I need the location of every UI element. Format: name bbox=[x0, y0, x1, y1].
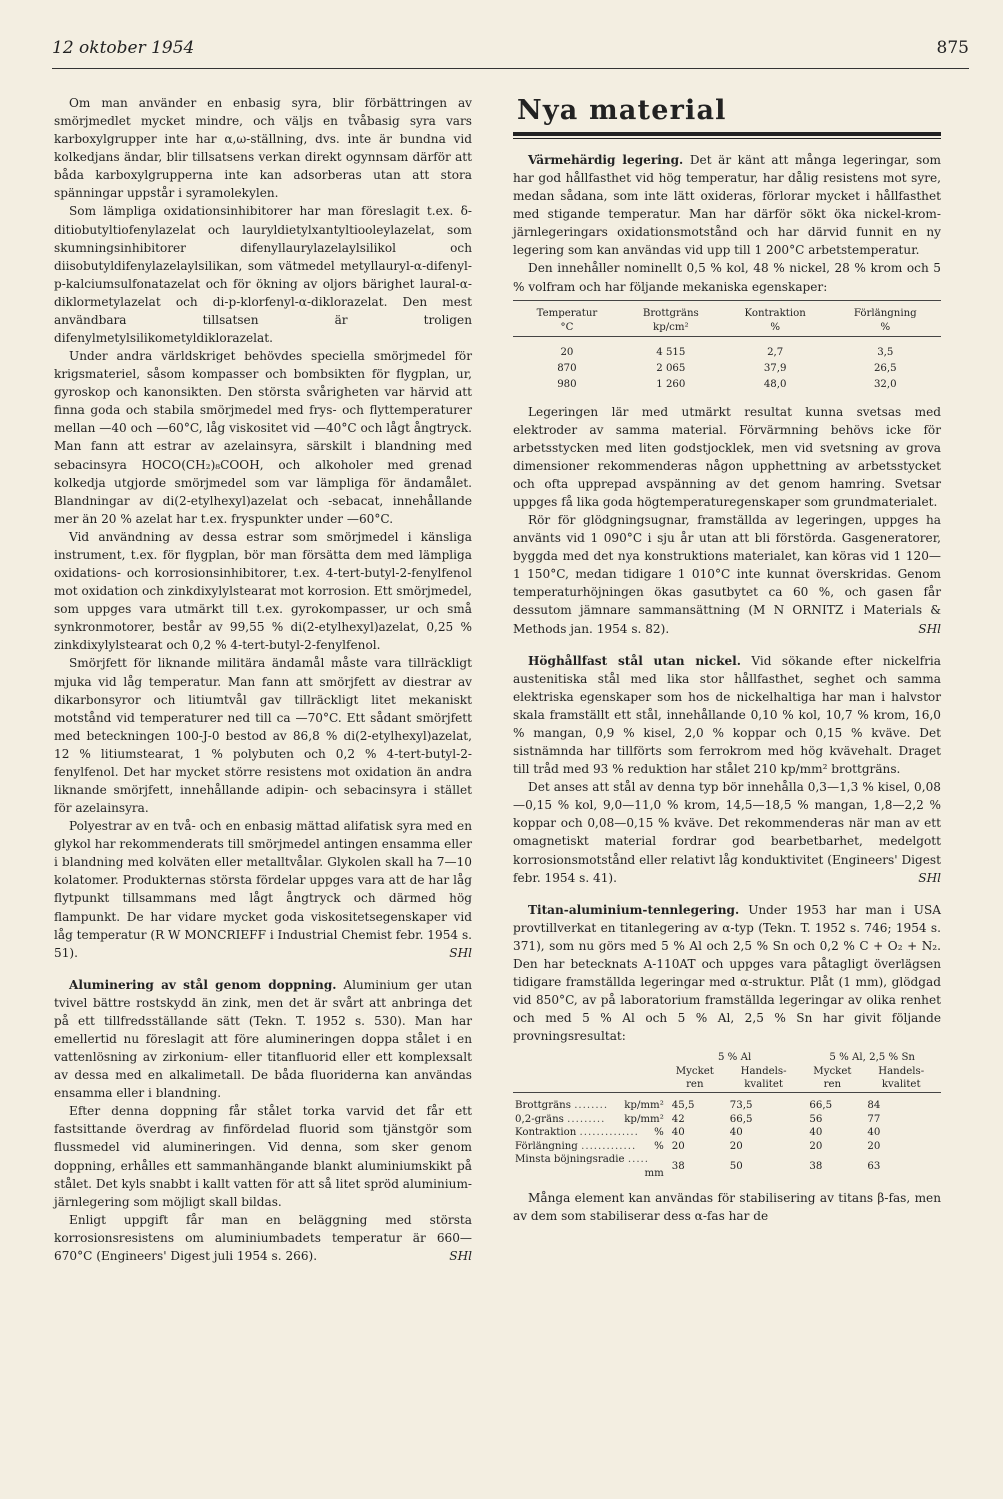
row-label: Minsta böjningsradie bbox=[515, 1154, 625, 1166]
paragraph-text: Vid sökande efter nickelfria austenitiska stål med lika stor hållfasthet, seghet och samma elektriska egenskaper som hos de nickelhaltiga har man i halvstor skala framställt ett stål, innehållande 0,10 % kol, 10,7 % krom, 16,0 % mangan, 0,9 % kisel, 2,0 % koppar och 0,15 % kväve. Det sistnämnda har tillförts som ferrokrom med hög kvävehalt. Draget till tråd med 93 % reduktion har stålet 210 kp/mm² brottgräns. bbox=[513, 653, 941, 777]
paragraph: Vid användning av dessa estrar som smörjmedel i känsliga instrument, t.ex. för flygplan, bör man försätta dem med lämpliga oxidations- och korrosionsinhibitorer, t.ex. 4-tert-butyl-2-fenylfenol mot oxidation och zinkdixylylstearat mot korrosion. Ett smörjmedel, som uppges vara utmärkt till t.ex. gyrokompasser, ur och små synkronmotorer, består av 99,55 % di(2-etylhexyl)azelat, 0,25 % zinkdixylylstearat och 0,2 % 4-tert-butyl-2-fenylfenol. bbox=[54, 529, 472, 653]
right-column bbox=[513, 94, 941, 1225]
properties-table bbox=[513, 300, 941, 393]
table-row: 870 2 065 37,9 26,5 bbox=[557, 362, 897, 374]
paragraph: Den innehåller nominellt 0,5 % kol, 48 % nickel, 28 % krom och 5 % volfram och har följande mekaniska egenskaper: bbox=[513, 261, 941, 294]
author-signature: SHl bbox=[449, 945, 472, 960]
article-varmehardig bbox=[513, 151, 941, 259]
article-aluminering bbox=[54, 976, 472, 1103]
table-row: 980 1 260 48,0 32,0 bbox=[557, 378, 897, 390]
spacer bbox=[54, 962, 472, 976]
column-header: Brottgräns kp/cm² bbox=[642, 307, 699, 333]
table-row: 0,2-gräns ......... kp/mm² 42 66,5 56 77 bbox=[515, 1113, 881, 1125]
table-row: 20 4 515 2,7 3,5 bbox=[560, 346, 894, 358]
paragraph-text: Aluminium ger utan tvivel bättre rostskydd än zink, men det är svårt att anbringa det på ett tillfredsställande sätt (Tekn. T. 1952 s. 530). Man har emellertid nu föreslagit att före alumineringen doppa stålet i en vattenlösning av zirkonium- eller titanfluorid eller ett komplexsalt av dessa med en alkalimetall. De båda fluoriderna kan användas ensamma eller i blandning. bbox=[54, 977, 472, 1101]
paragraph bbox=[513, 511, 941, 638]
test-results-table bbox=[513, 1051, 941, 1180]
article-heading: Titan-aluminium-tennlegering. bbox=[528, 902, 740, 917]
article-heading: Aluminering av stål genom doppning. bbox=[69, 977, 337, 992]
row-unit: kp/mm² bbox=[624, 1100, 664, 1112]
paragraph-text: Polyestrar av en två- och en enbasig mättad alifatisk syra med en glykol har rekommenderats till smörjmedel antingen ensamma eller i blandning med kolväten eller metalltvålar. Glykolen skall ha 7—10 kolatomer. Produkternas största fördelar uppges vara att de har låg flytpunkt tillsammans med lågt ångtryck och därmed hög flampunkt. De har vidare mycket goda viskositetsegenskaper vid låg temperatur (R W MONCRIEFF i Industrial Chemist febr. 1954 s. 51). bbox=[54, 819, 472, 960]
paragraph: Efter denna doppning får stålet torka varvid det får ett fastsittande överdrag av finfördelad fluorid som tjänstgör som flussmedel vid alumineringen. Vid denna, som sker genom doppning, erhålles ett sammanhängande blankt aluminiumskikt på stålet. Det kyls snabbt i kallt vatten för att så litet spröd aluminium-järnlegering som möjligt skall bildas. bbox=[54, 1104, 472, 1209]
row-label: Förlängning bbox=[515, 1140, 578, 1152]
row-label: Brottgräns bbox=[515, 1100, 571, 1112]
paragraph bbox=[54, 817, 472, 962]
section-title: Nya material bbox=[517, 95, 727, 126]
table-row: Kontraktion .............. % 40 40 40 40 bbox=[515, 1127, 881, 1139]
table-row: Brottgräns ........ kp/mm² 45,5 73,5 66,5 84 bbox=[515, 1100, 881, 1112]
column-header: Temperatur °C bbox=[536, 307, 598, 333]
row-unit: mm bbox=[644, 1168, 664, 1180]
paragraph: Om man använder en enbasig syra, blir förbättringen av smörjmedlet mycket mindre, och väljs en tvåbasig syra vars karboxylgrupper inte har α,ω-ställning, dvs. inte är bundna vid kolkedjans ändar, blir tillsatsens verkan direkt ogynnsam därför att båda karboxylgrupperna inte kan adsorberas utan att stora spänningar uppstår i syramolekylen. bbox=[54, 96, 472, 201]
column-header: Handels-kvalitet bbox=[740, 1065, 787, 1091]
column-header: Kontraktion % bbox=[744, 307, 806, 333]
spacer bbox=[513, 887, 941, 901]
group-header: 5 % Al bbox=[717, 1052, 752, 1064]
column-header: Förlängning % bbox=[853, 307, 917, 333]
paragraph-text: Enligt uppgift får man en beläggning med största korrosionsresistens om aluminiumbadets temperatur är 660—670°C (Engineers' Digest juli 1954 s. 266). bbox=[54, 1212, 472, 1263]
table-header-row bbox=[513, 306, 941, 337]
paragraph: Under andra världskriget behövdes speciella smörjmedel för krigsmateriel, såsom kompasser och bombsikten för flygplan, ur, gyroskop och kanonsikten. Den största svårigheten var härvid att finna goda och stabila smörjmedel med frys- och flyttemperaturer mellan —40 och —60°C, låg viskositet vid —40°C och lågt ångtryck. Man fann att estrar av azelainsyra, särskilt i blandning med sebacinsyra HOCO(CH₂)₈COOH, och alkoholer med grenad kolkedja utgjorde smörjmedel som var lämpliga för ändamålet. Blandningar av di(2-etylhexyl)azelat och -sebacat, innehållande mer än 20 % azelat har t.ex. fryspunkter under —60°C. bbox=[54, 349, 472, 526]
row-unit: kp/mm² bbox=[624, 1113, 664, 1125]
issue-date: 12 oktober 1954 bbox=[52, 38, 195, 58]
group-header: 5 % Al, 2,5 % Sn bbox=[829, 1052, 915, 1064]
paragraph bbox=[513, 778, 941, 886]
column-header: Mycket ren bbox=[813, 1065, 852, 1091]
row-label: Kontraktion bbox=[515, 1127, 577, 1139]
row-unit: % bbox=[654, 1127, 664, 1139]
article-titan bbox=[513, 901, 941, 1046]
paragraph: Smörjfett för liknande militära ändamål måste vara tillräckligt mjuka vid låg temperatur. Man fann att smörjfett av diestrar av dikarbonsyror och litiumtvål gav tillräckligt litet mekaniskt motstånd vid temperaturer ned till ca —70°C. Ett sådant smörjfett med beteckningen 100-J-0 bestod av 86,8 % di(2-etylhexyl)azelat, 12 % litiumstearat, 1 % polybuten och 0,2 % 4-tert-butyl-2-fenylfenol. Det har mycket större resistens mot oxidation än andra liknande smörjfett, innehållande adipin- och sebacinsyra i stället för azelainsyra. bbox=[54, 656, 472, 816]
page-number: 875 bbox=[936, 38, 969, 58]
page-header bbox=[52, 38, 969, 69]
paragraph-text: Det anses att stål av denna typ bör innehålla 0,3—1,3 % kisel, 0,08—0,15 % kol, 9,0—11,0 % krom, 14,5—18,5 % mangan, 1,8—2,2 % koppar och 0,08—0,15 % kväve. Det rekommenderas när man av ett omagnetiskt material fordrar god bearbetbarhet, medelgott korrosionsmotstånd eller relativt låg konduktivitet (Engineers' Digest febr. 1954 s. 41). bbox=[513, 780, 941, 885]
column-header: Handels-kvalitet bbox=[878, 1065, 925, 1091]
author-signature: SHl bbox=[449, 1248, 472, 1263]
paragraph: Som lämpliga oxidationsinhibitorer har man föreslagit t.ex. δ-ditiobutyltiofenylazelat och lauryldietylxantyltiooleylazelat, som skumningsinhibitorer difenyllaurylazelaylsilikol och diisobutyldifenylazelaylsilikan, som vätmedel metyllauryl-α-difenyl-p-kalciumsulfonatazelat och för ökning av oljors bärighet laural-α-diklormetylazelat och di-p-klorfenyl-α-diklorazelat. Den mest användbara tillsatsen är troligen difenylmetylsilikometyldiklorazelat. bbox=[54, 204, 472, 346]
column-header: Mycket ren bbox=[675, 1065, 714, 1091]
author-signature: SHl bbox=[918, 621, 941, 636]
article-hoghallfast bbox=[513, 652, 941, 779]
paragraph-text: Under 1953 har man i USA provtillverkat en titanlegering av α-typ (Tekn. T. 1952 s. 746; 1954 s. 371), som nu görs med 5 % Al och 2,5 % Sn och 0,2 % C + O₂ + N₂. Den har betecknats A-110AT och uppges vara påtagligt överlägsen tidigare framställda legeringar med α-struktur. Plåt (1 mm), glödgad vid 850°C, av på laboratorium framställda legeringar av olika renhet och med 5 % Al och 5 % Al, 2,5 % Sn har givit följande provningsresultat: bbox=[513, 902, 941, 1044]
title-rule bbox=[513, 132, 941, 136]
paragraph: Legeringen lär med utmärkt resultat kunna svetsas med elektroder av samma material. Förvärmning behövs icke för arbetsstycken med liten godstjocklek, men vid svetsning av grova dimensioner rekommenderas någon upphettning av arbetsstycket och ofta upprepad avspänning av det genom hamring. Svetsar uppges få lika goda högtemperaturegenskaper som grundmaterialet. bbox=[513, 404, 941, 510]
paragraph bbox=[54, 1211, 472, 1265]
table-row: Förlängning ............. % 20 20 20 20 bbox=[515, 1140, 881, 1152]
table-row: Minsta böjningsradie ..... mm 38 50 38 63 bbox=[515, 1154, 881, 1180]
row-label: 0,2-gräns bbox=[515, 1113, 564, 1125]
row-unit: % bbox=[654, 1140, 664, 1152]
author-signature: SHl bbox=[918, 870, 941, 885]
paragraph: Många element kan användas för stabilisering av titans β-fas, men av dem som stabiliserar dess α-fas har de bbox=[513, 1190, 941, 1223]
article-heading: Höghållfast stål utan nickel. bbox=[528, 653, 741, 668]
spacer bbox=[513, 638, 941, 652]
article-heading: Värmehärdig legering. bbox=[528, 153, 684, 167]
paragraph-text: Det är känt att många legeringar, som har god hållfasthet vid hög temperatur, har dålig resistens mot syre, medan sådana, som inte lätt oxideras, förlorar mycket i hållfasthet med stigande temperatur. Man har därför sökt öka nickel-krom-järnlegeringars oxidationsmotstånd och har därvid funnit en ny legering som kan användas vid upp till 1 200°C arbetstemperatur. bbox=[513, 153, 941, 258]
paragraph-text: Rör för glödgningsugnar, framställda av legeringen, uppges ha använts vid 1 090°C i sju år utan att bli förstörda. Gasgeneratorer, byggda med det nya konstruktions materialet, kan köras vid 1 120—1 150°C, medan tidigare 1 010°C inte kunnat överskridas. Genom temperaturhöjningen ökas gasutbytet ca 60 %, och gasen får dessutom jämnare sammansättning (M N ORNITZ i Materials & Methods jan. 1954 s. 82). bbox=[513, 513, 941, 636]
left-column bbox=[54, 94, 472, 1265]
title-rule-thin bbox=[513, 138, 941, 139]
